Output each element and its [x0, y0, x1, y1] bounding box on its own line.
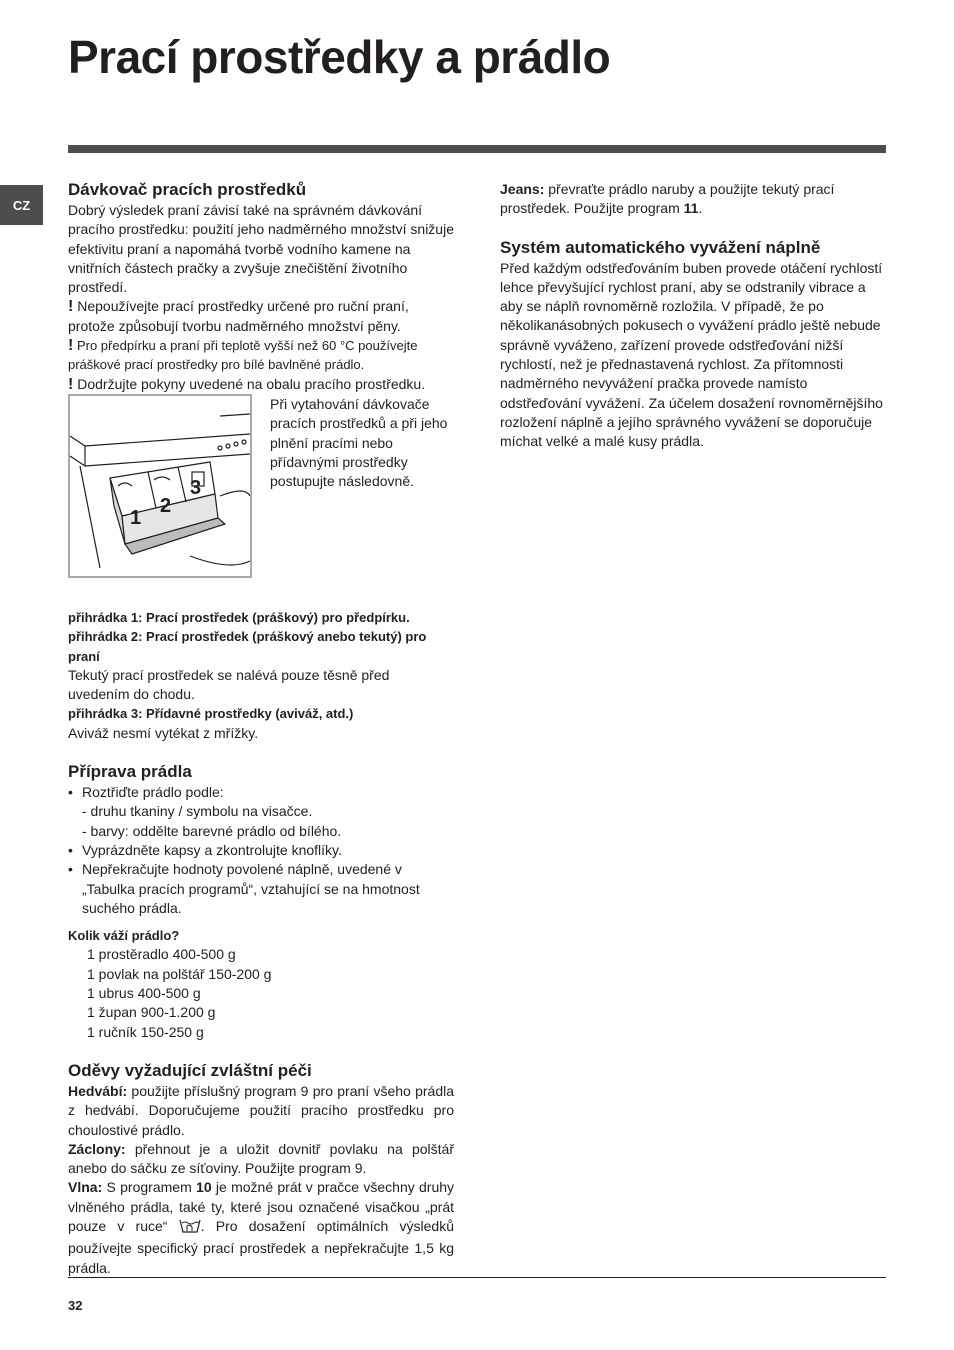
dispenser-heading: Dávkovač pracích prostředků — [68, 180, 307, 199]
weight-item: 1 ubrus 400-500 g — [87, 985, 201, 1002]
jeans-text: převraťte prádlo naruby a použijte tekutý prací prostředek. Použijte program — [500, 181, 835, 217]
list-item — [68, 783, 454, 802]
laundry-prep-list-2 — [68, 841, 454, 918]
dispenser-intro: Dobrý výsledek praní závisí také na správném dávkování pracího prostředku: použití jeho nadměrného množství snižuje efektivitu praní a napomáhá tvorbě vodního kamene na vnitřních částech pračky a zvyšuje znečištění životního prostředí. — [68, 202, 454, 296]
hand-wash-symbol-icon — [179, 1218, 201, 1239]
spacer — [68, 578, 454, 608]
jeans-paragraph — [500, 180, 886, 219]
warning-1 — [68, 297, 454, 336]
compartment-2: přihrádka 2: Prací prostředek (práškový anebo tekutý) pro praní — [68, 629, 427, 664]
warning-2-text: Pro předpírku a praní při teplotě vyšší než 60 °C používejte práškové prací prostředky pro bílé bavlněné prádlo. — [68, 338, 418, 373]
jeans-end: . — [698, 200, 703, 217]
compartment-label-3: 3 — [190, 476, 202, 499]
right-column — [500, 180, 886, 452]
weight-item: 1 povlak na polštář 150-200 g — [87, 965, 272, 982]
curtains-text: přehnout je a uložit dovnitř povlaku na polštář anebo do sáčku ze síťoviny. Použijte program 9. — [68, 1140, 455, 1177]
laundry-prep-list — [68, 783, 454, 802]
weight-item: 1 prostěradlo 400-500 g — [87, 946, 236, 963]
compartment-3: přihrádka 3: Přídavné prostředky (aviváž, atd.) — [68, 706, 354, 722]
laundry-prep-heading: Příprava prádla — [68, 762, 192, 782]
dispenser-figure-text: Při vytahování dávkovače pracích prostředků a při jeho plnění pracími nebo přídavnými prostředky postupujte následovně. — [270, 395, 448, 490]
list-item-text: Vyprázdněte kapsy a zkontrolujte knoflíky. — [82, 841, 342, 858]
silk-label: Hedvábí: — [68, 1082, 128, 1099]
sub-item: - barvy: oddělte barevné prádlo od bílého. — [82, 822, 342, 839]
silk-paragraph — [68, 1082, 454, 1140]
weight-item: 1 ručník 150-250 g — [87, 1023, 204, 1040]
wool-text-2: je možné prát v pračce všechny druhy vlněného prádla, také ty, které jsou označené visačkou „prát pouze v ruce“ — [68, 1179, 455, 1234]
page-title: Prací prostředky a prádlo — [68, 31, 611, 83]
page-number: 32 — [68, 1298, 83, 1313]
balance-heading: Systém automatického vyvážení náplně — [500, 237, 821, 257]
list-item-text: Roztřiďte prádlo podle: — [82, 784, 224, 801]
jeans-label: Jeans: — [500, 181, 545, 197]
jeans-program: 11 — [683, 200, 699, 217]
language-tab: CZ — [0, 185, 43, 225]
wool-label: Vlna: — [68, 1179, 103, 1196]
compartment-label-1: 1 — [130, 506, 142, 529]
exclamation-icon: ! — [68, 337, 74, 355]
detergent-dispenser-illustration — [68, 394, 252, 578]
warning-2 — [68, 336, 454, 375]
dispenser-drawing — [70, 396, 250, 576]
spacer — [68, 1042, 454, 1060]
exclamation-icon: ! — [68, 298, 74, 316]
compartment-2-note: Tekutý prací prostředek se nalévá pouze těsně před uvedením do chodu. — [68, 666, 390, 703]
list-item — [68, 841, 454, 860]
wool-program: 10 — [196, 1179, 212, 1196]
wool-paragraph — [68, 1178, 454, 1277]
sub-item: - druhu tkaniny / symbolu na visačce. — [82, 803, 313, 820]
warning-1-text: Nepoužívejte prací prostředky určené pro ruční praní, protože způsobují tvorbu nadměrného množství pěny. — [68, 298, 409, 334]
list-item-text: Nepřekračujte hodnoty povolené náplně, uvedené v „Tabulka pracích programů“, vztahující se na hmotnost suchého prádla. — [82, 861, 420, 916]
curtains-paragraph — [68, 1140, 454, 1179]
balance-text: Před každým odstřeďováním buben provede otáčení rychlostí lehce převyšující rychlost praní, aby se odstranily vibrace a aby se náplň rovnoměrně rozložila. V případě, že po několikanásobných pokusech o vyvážení prádlo ještě nebude správně vyváženo, zařízení provede odstřeďování nižší rychlostí, než je přednastavená rychlost. Za přítomnosti nadměrného nevyvážení pračka provede namísto odstřeďování vyvážení. Za účelem dosažení rovnoměrnějšího rozložení náplně a jejího správného vyvážení se doporučuje míchat velké a malé kusy prádla. — [500, 259, 883, 450]
spacer — [68, 918, 454, 926]
warning-3-text: Dodržujte pokyny uvedené na obalu pracího prostředku. — [77, 375, 426, 392]
wool-text-1: S programem — [106, 1179, 192, 1196]
spacer — [68, 743, 454, 761]
exclamation-icon: ! — [68, 375, 74, 393]
wool-text-3: . Pro dosažení optimálních výsledků používejte specifický prací prostředek a nepřekračujte 1,5 kg prádla. — [68, 1217, 454, 1276]
compartment-3-note: Aviváž nesmí vytékat z mřížky. — [68, 724, 259, 741]
left-column — [68, 179, 454, 1278]
footer-rule — [68, 1277, 886, 1278]
compartment-1: přihrádka 1: Prací prostředek (práškový) pro předpírku. — [68, 609, 410, 625]
spacer — [500, 219, 886, 237]
special-care-heading: Oděvy vyžadující zvláštní péči — [68, 1060, 312, 1080]
weight-heading: Kolik váží prádlo? — [68, 928, 180, 944]
header-rule — [68, 145, 886, 153]
silk-text: použijte příslušný program 9 pro praní všeho prádla z hedvábí. Doporučujeme použití pracího prostředku pro choulostivé prádlo. — [68, 1082, 455, 1138]
list-item — [68, 860, 454, 918]
compartment-label-2: 2 — [160, 494, 172, 517]
curtains-label: Záclony: — [68, 1140, 126, 1157]
warning-3 — [68, 375, 454, 394]
weight-item: 1 župan 900-1.200 g — [87, 1004, 216, 1021]
dispenser-figure-row — [68, 394, 454, 578]
